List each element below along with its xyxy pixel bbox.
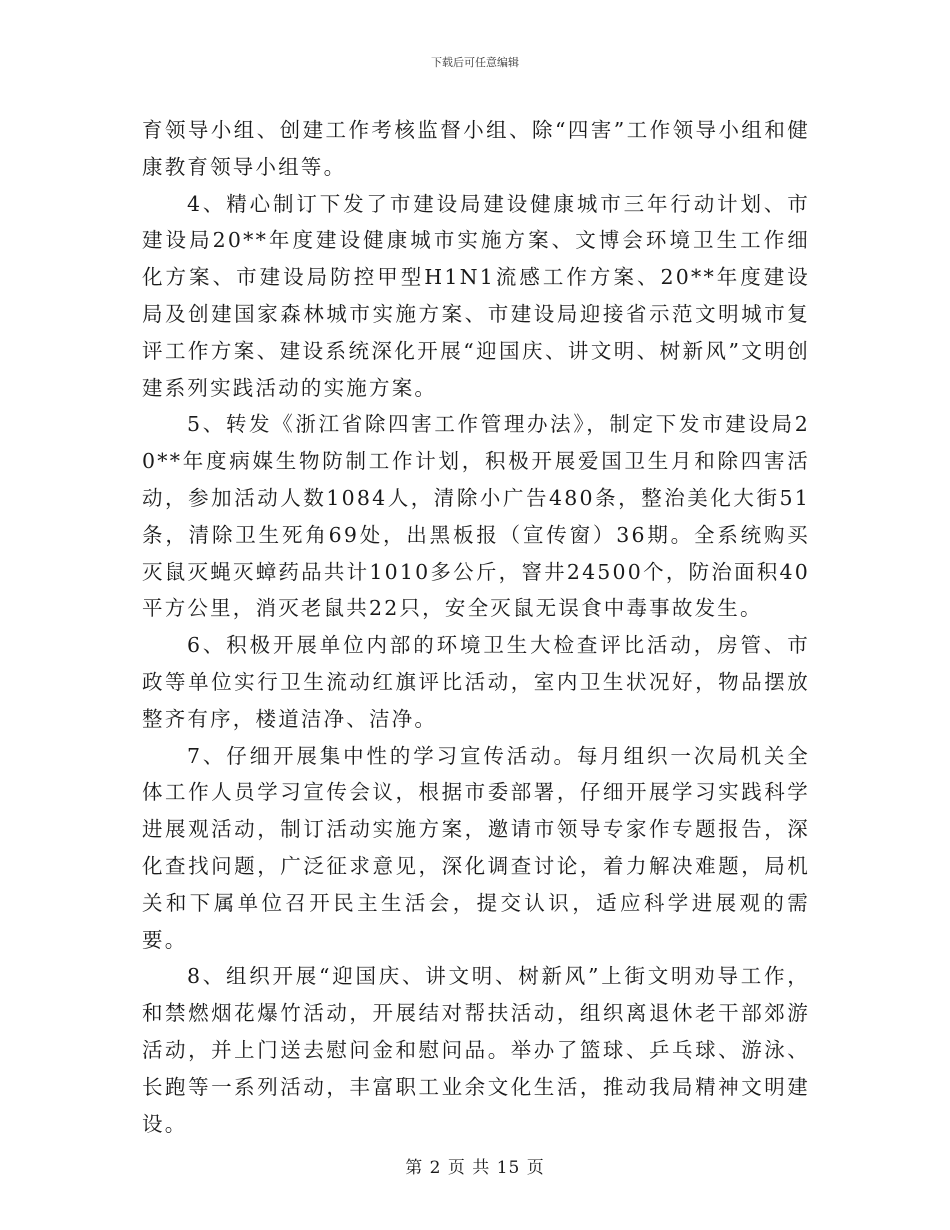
paragraph-item-5: 5、转发《浙江省除四害工作管理办法》，制定下发市建设局20**年度病媒生物防制工作计划，积极开展爱国卫生月和除四害活动，参加活动人数1084人，清除小广告480条，整治美化大街51条，清除卫生死角69处，出黑板报（宣传窗）36期。全系统购买灭鼠灭蝇灭蟑药品共计1010多公斤，窨井24500个，防治面积40平方公里，消灭老鼠共22只，安全灭鼠无误食中毒事故发生。 — [142, 412, 810, 621]
page-header: 下载后可任意编辑 — [431, 56, 519, 69]
page-number-footer: 第 2 页 共 15 页 — [405, 1158, 545, 1178]
paragraph-item-4: 4、精心制订下发了市建设局建设健康城市三年行动计划、市建设局20**年度建设健康城市实施方案、文博会环境卫生工作细化方案、市建设局防控甲型H1N1流感工作方案、20**年度建设局及创建国家森林城市实施方案、市建设局迎接省示范文明城市复评工作方案、建设系统深化开展“迎国庆、讲文明、树新风”文明创建系列实践活动的实施方案。 — [142, 191, 810, 400]
paragraph-item-6: 6、积极开展单位内部的环境卫生大检查评比活动，房管、市政等单位实行卫生流动红旗评比活动，室内卫生状况好，物品摆放整齐有序，楼道洁净、洁净。 — [142, 633, 810, 731]
paragraph-item-7: 7、仔细开展集中性的学习宣传活动。每月组织一次局机关全体工作人员学习宣传会议，根据市委部署，仔细开展学习实践科学进展观活动，制订活动实施方案，邀请市领导专家作专题报告，深化查找问题，广泛征求意见，深化调查讨论，着力解决难题，局机关和下属单位召开民主生活会，提交认识，适应科学进展观的需要。 — [142, 743, 810, 952]
document-body — [142, 112, 810, 1142]
paragraph-continuation: 育领导小组、创建工作考核监督小组、除“四害”工作领导小组和健康教育领导小组等。 — [142, 118, 810, 179]
paragraph-item-8: 8、组织开展“迎国庆、讲文明、树新风”上街文明劝导工作，和禁燃烟花爆竹活动，开展结对帮扶活动，组织离退休老干部郊游活动，并上门送去慰问金和慰问品。举办了篮球、乒乓球、游泳、长跑等一系列活动，丰富职工业余文化生活，推动我局精神文明建设。 — [142, 964, 810, 1136]
